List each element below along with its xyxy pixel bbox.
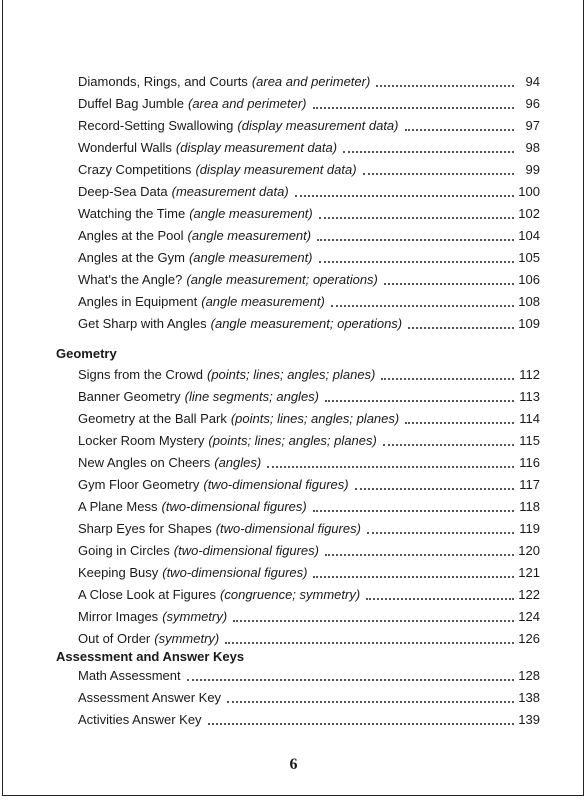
entry-topic: (area and perimeter) [251,74,371,89]
entry-page-number: 112 [519,367,540,382]
toc-entry [78,268,540,288]
entry-title: Mirror Images [78,609,159,624]
dot-leader [383,443,514,446]
section-heading: Geometry [56,346,117,361]
entry-page-number: 128 [518,668,540,683]
entry-page-number: 126 [518,631,540,646]
entry-title: Geometry at the Ball Park [78,411,227,426]
dot-leader [343,150,514,153]
dot-leader [363,172,514,175]
entry-topic: (display measurement data) [237,118,399,133]
entry-title: Crazy Competitions [78,162,192,177]
entry-topic: (points; lines; angles; planes) [207,367,376,382]
entry-topic: (two-dimensional figures) [173,543,319,558]
entry-page-number: 98 [525,140,540,155]
entry-page-number: 138 [518,690,540,705]
toc-entry [78,517,540,537]
entry-title: Signs from the Crowd [78,367,203,382]
entry-title: Activities Answer Key [78,712,202,727]
entry-topic: (line segments; angles) [184,389,320,404]
entry-topic: (two-dimensional figures) [215,521,361,536]
toc-entry [78,583,540,603]
dot-leader [313,106,515,109]
entry-title: Deep-Sea Data [78,184,168,199]
toc-entry [78,429,540,449]
entry-topic: (congruence; symmetry) [220,587,361,602]
entry-page-number: 94 [525,74,540,89]
entry-page-number: 100 [518,184,540,199]
dot-leader [405,128,515,131]
entry-title: Angles at the Gym [78,250,185,265]
toc-entry [78,246,540,266]
toc-entry [78,180,540,200]
dot-leader [227,700,514,703]
entry-title: Assessment Answer Key [78,690,222,705]
entry-title: Watching the Time [78,206,186,221]
entry-page-number: 113 [519,389,540,404]
entry-title: Sharp Eyes for Shapes [78,521,212,536]
entry-page-number: 118 [519,499,540,514]
dot-leader [384,282,514,285]
dot-leader [313,509,514,512]
entry-title: Record-Setting Swallowing [78,118,234,133]
dot-leader [319,216,514,219]
dot-leader [233,619,514,622]
entry-title: Duffel Bag Jumble [78,96,184,111]
dot-leader [331,304,514,307]
entry-topic: (symmetry) [154,631,220,646]
toc-entry [78,664,540,684]
toc-entry [78,363,540,383]
entry-topic: (two-dimensional figures) [203,477,349,492]
entry-page-number: 122 [518,587,540,602]
entry-topic: (two-dimensional figures) [161,499,307,514]
dot-leader [325,553,514,556]
section-heading: Assessment and Answer Keys [56,649,245,664]
entry-topic: (two-dimensional figures) [162,565,308,580]
toc-entry [78,92,540,112]
entry-title: Keeping Busy [78,565,159,580]
entry-topic: (angle measurement; operations) [186,272,378,287]
entry-page-number: 109 [518,316,540,331]
dot-leader [295,194,514,197]
entry-topic: (angle measurement) [201,294,325,309]
entry-page-number: 105 [518,250,540,265]
entry-topic: (angle measurement; operations) [210,316,403,331]
dot-leader [405,421,514,424]
entry-title: Angles in Equipment [78,294,198,309]
toc-entry [78,407,540,427]
entry-title: What's the Angle? [78,272,183,287]
entry-page-number: 116 [519,455,540,470]
entry-page-number: 124 [518,609,540,624]
entry-topic: (points; lines; angles; planes) [230,411,400,426]
entry-title: Locker Room Mystery [78,433,205,448]
entry-page-number: 114 [519,411,540,426]
entry-title: A Plane Mess [78,499,158,514]
entry-page-number: 119 [519,521,540,536]
entry-title: Gym Floor Geometry [78,477,200,492]
toc-entry [78,136,540,156]
entry-topic: (angles) [214,455,262,470]
entry-title: Out of Order [78,631,151,646]
entry-page-number: 121 [518,565,540,580]
toc-entry [78,473,540,493]
dot-leader [225,641,514,644]
toc-entry [78,627,540,647]
toc-entry [78,224,540,244]
toc-entry [78,158,540,178]
toc-entry [78,539,540,559]
toc-entry [78,451,540,471]
toc-entry [78,385,540,405]
entry-page-number: 99 [525,162,540,177]
entry-title: Banner Geometry [78,389,181,404]
dot-leader [317,238,514,241]
entry-title: A Close Look at Figures [78,587,217,602]
entry-topic: (symmetry) [162,609,228,624]
entry-title: New Angles on Cheers [78,455,211,470]
toc-entry [78,495,540,515]
entry-page-number: 106 [518,272,540,287]
dot-leader [381,377,514,380]
dot-leader [376,84,514,87]
entry-topic: (display measurement data) [195,162,357,177]
entry-page-number: 117 [519,477,540,492]
entry-topic: (angle measurement) [188,250,313,265]
dot-leader [187,678,514,681]
dot-leader [408,326,514,329]
entry-page-number: 102 [518,206,540,221]
entry-page-number: 97 [525,118,540,133]
toc-entry [78,686,540,706]
toc-entry [78,202,540,222]
toc-entry [78,114,540,134]
toc-entry [78,312,540,332]
toc-entry [78,605,540,625]
toc-entry [78,561,540,581]
dot-leader [366,597,514,600]
entry-topic: (area and perimeter) [188,96,307,111]
toc-entry [78,290,540,310]
entry-title: Wonderful Walls [78,140,172,155]
entry-topic: (measurement data) [171,184,289,199]
entry-title: Angles at the Pool [78,228,184,243]
entry-title: Math Assessment [78,668,181,683]
dot-leader [319,260,514,263]
toc-entry [78,708,540,728]
dot-leader [367,531,514,534]
entry-title: Diamonds, Rings, and Courts [78,74,248,89]
entry-page-number: 108 [518,294,540,309]
entry-topic: (points; lines; angles; planes) [208,433,377,448]
entry-page-number: 96 [525,96,540,111]
dot-leader [208,722,514,725]
entry-page-number: 115 [519,433,540,448]
entry-page-number: 139 [518,712,540,727]
entry-title: Get Sharp with Angles [78,316,207,331]
entry-topic: (angle measurement) [189,206,313,221]
dot-leader [313,575,514,578]
dot-leader [325,399,514,402]
entry-topic: (angle measurement) [187,228,312,243]
entry-title: Going in Circles [78,543,170,558]
entry-page-number: 120 [518,543,540,558]
dot-leader [267,465,514,468]
entry-page-number: 104 [518,228,540,243]
entry-topic: (display measurement data) [175,140,338,155]
page-number: 6 [289,756,298,773]
toc-entry [78,70,540,90]
dot-leader [355,487,514,490]
